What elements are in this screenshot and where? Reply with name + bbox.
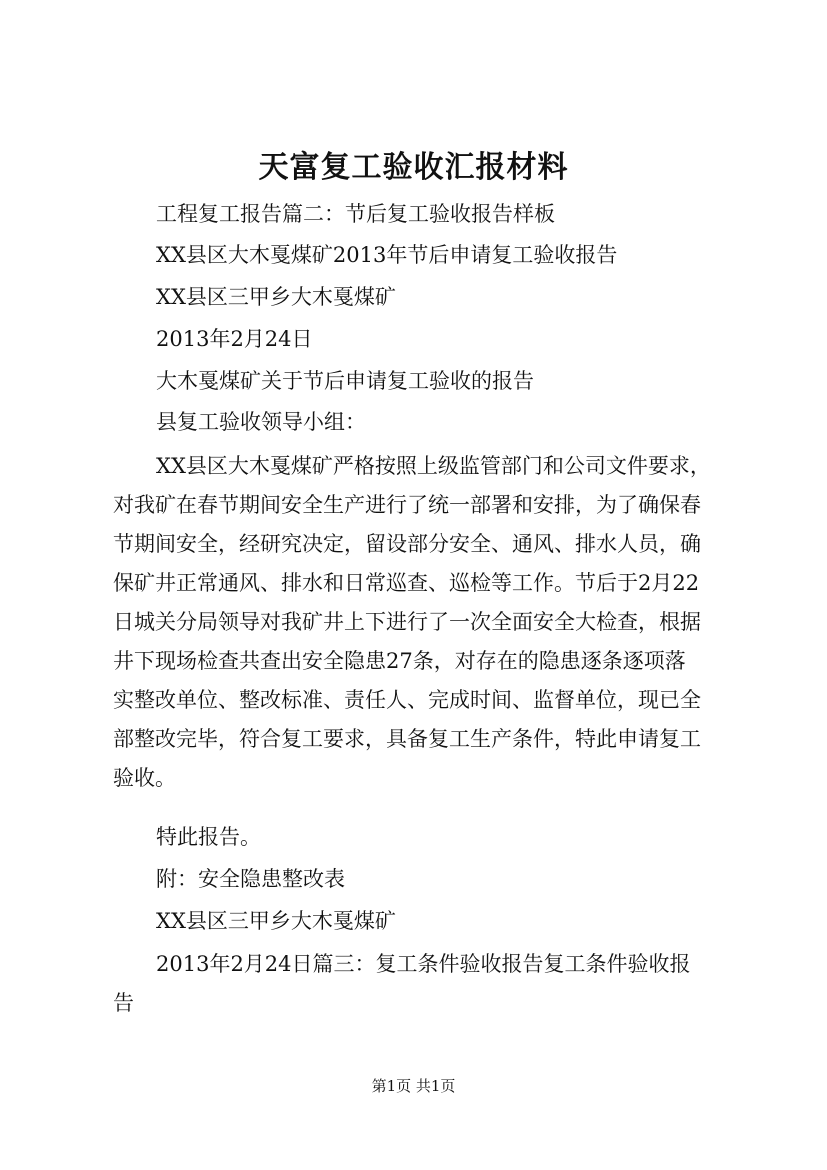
- final-line: 告: [113, 991, 134, 1015]
- body-line: 保矿井正常通风、排水和日常巡查、巡检等工作。节后于2月22: [113, 571, 700, 595]
- body-line: 节期间安全，经研究决定，留设部分安全、通风、排水人员，确: [113, 532, 701, 556]
- body-line: 部整改完毕，符合复工要求，具备复工生产条件，特此申请复工: [113, 727, 701, 751]
- body-line: 井下现场检查共查出安全隐患27条，对存在的隐患逐条逐项落: [113, 649, 686, 673]
- body-line: 对我矿在春节期间安全生产进行了统一部署和安排，为了确保春: [113, 493, 701, 517]
- document-title: 天富复工验收汇报材料: [258, 150, 569, 185]
- section-heading: 工程复工报告篇二：节后复工验收报告样板: [156, 202, 555, 226]
- body-line: 验收。: [113, 766, 176, 790]
- body-paragraph: [113, 447, 743, 798]
- salutation-line: 县复工验收领导小组：: [156, 410, 366, 434]
- body-line: 实整改单位、整改标准、责任人、完成时间、监督单位，现已全: [113, 688, 701, 712]
- final-paragraph: [113, 945, 743, 1023]
- body-line: 日城关分局领导对我矿井上下进行了一次全面安全大检查，根据: [113, 610, 701, 634]
- date-line: 2013年2月24日: [156, 327, 313, 351]
- report-title-line: XX县区大木戛煤矿2013年节后申请复工验收报告: [156, 243, 618, 267]
- page-footer: 第1页 共1页: [371, 1077, 456, 1095]
- body-line: XX县区大木戛煤矿严格按照上级监管部门和公司文件要求，: [156, 454, 711, 478]
- final-line: 2013年2月24日篇三：复工条件验收报告复工条件验收报: [156, 952, 691, 976]
- organization-line: XX县区三甲乡大木戛煤矿: [156, 285, 396, 309]
- signature-organization-line: XX县区三甲乡大木戛煤矿: [156, 909, 396, 933]
- attachment-line: 附：安全隐患整改表: [156, 867, 345, 891]
- closing-line: 特此报告。: [156, 825, 261, 849]
- report-subject-line: 大木戛煤矿关于节后申请复工验收的报告: [156, 369, 534, 393]
